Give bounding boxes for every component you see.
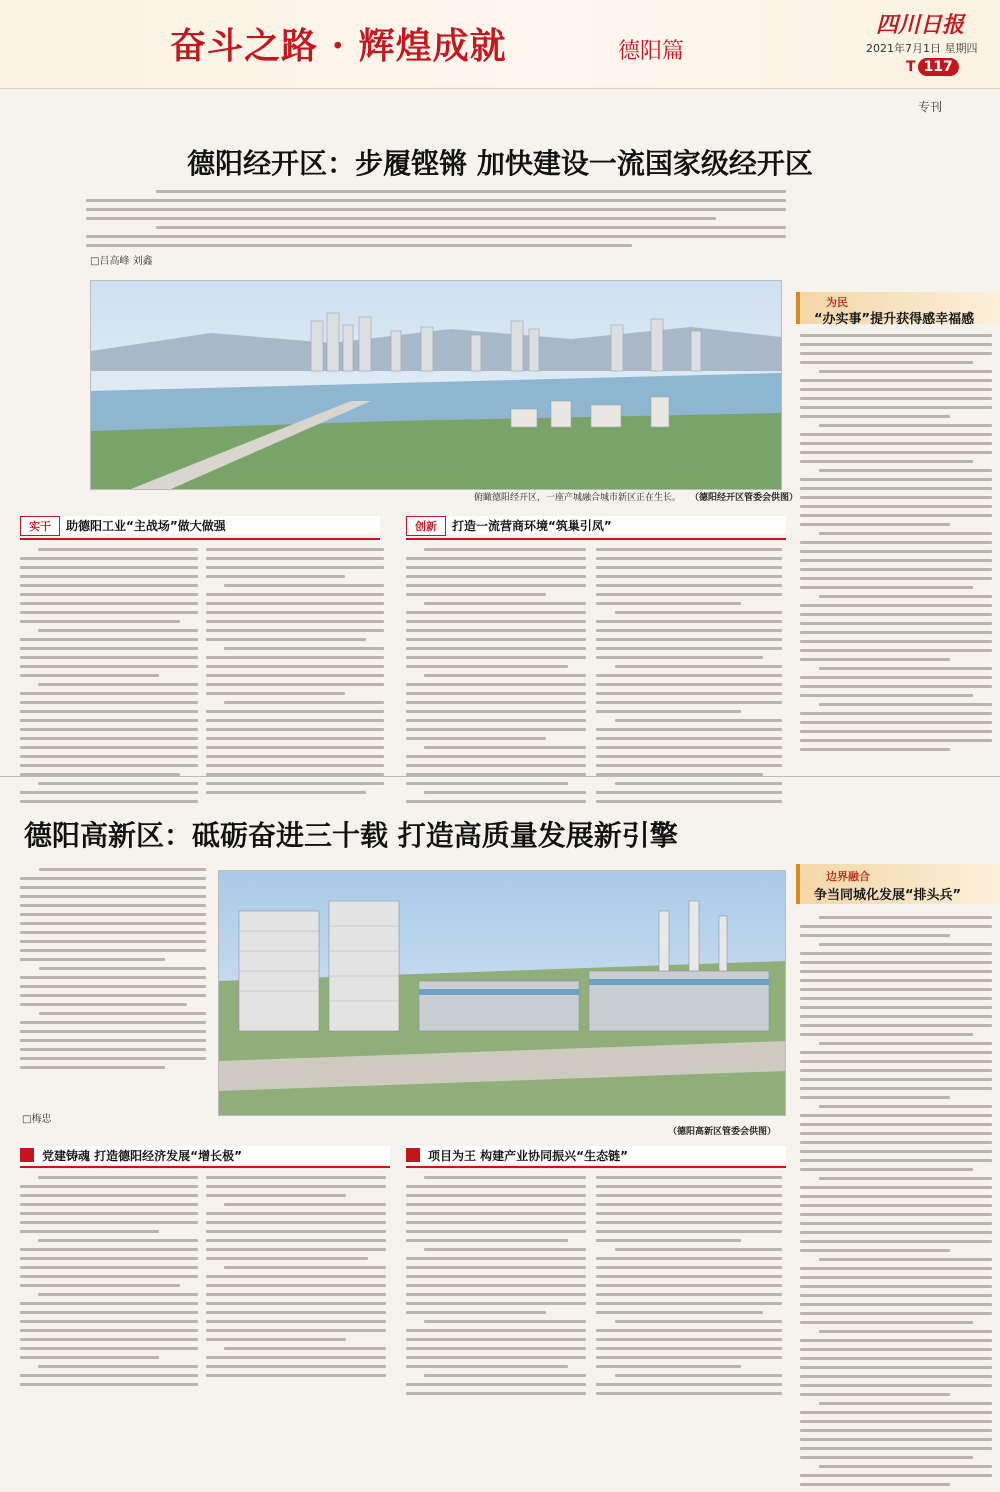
article1-headline: 德阳经开区：步履铿锵 加快建设一流国家级经开区 xyxy=(187,147,813,180)
series-banner: 奋斗之路 · 辉煌成就 xyxy=(170,25,507,67)
article1-photo-credit: （德阳经开区管委会供图） xyxy=(690,493,799,503)
sidebar-cap: 边界融合 xyxy=(826,870,870,883)
article2-body-col-3 xyxy=(406,1176,586,1401)
sidebar-title: “办实事”提升获得感幸福感 xyxy=(814,312,975,327)
section-marker-icon xyxy=(406,1148,420,1162)
article1-photo-caption: 俯瞰德阳经开区，一座产城融合城市新区正在生长。 xyxy=(474,493,682,503)
article2-body-col-4 xyxy=(596,1176,782,1401)
masthead xyxy=(0,0,1000,89)
article1-body-col-4 xyxy=(596,548,782,809)
article1-lede xyxy=(86,190,786,253)
section-rule xyxy=(20,1166,390,1168)
section-badge: 实干 xyxy=(20,516,60,536)
article2-section-2 xyxy=(406,1146,786,1164)
article1-body-col-3 xyxy=(406,548,586,809)
edition-label: 德阳篇 xyxy=(618,39,685,64)
article2-section-1 xyxy=(20,1146,390,1164)
section-title: 打造一流营商环境“筑巢引凤” xyxy=(452,519,612,533)
section-badge: 创新 xyxy=(406,516,446,536)
sidebar-cap: 为民 xyxy=(826,296,848,309)
section-rule xyxy=(20,538,380,540)
article2-body-col-1 xyxy=(20,1176,198,1392)
article2-photo-credit: （德阳高新区管委会供图） xyxy=(668,1127,777,1137)
section-rule xyxy=(406,1166,786,1168)
article-divider xyxy=(0,776,1000,777)
article2-headline: 德阳高新区：砥砺奋进三十载 打造高质量发展新引擎 xyxy=(24,819,678,852)
article1-body-col-1 xyxy=(20,548,198,809)
page-number-badge: 117 xyxy=(918,58,959,76)
section-marker-icon xyxy=(20,1148,34,1162)
article2-body-col-2 xyxy=(206,1176,386,1383)
page-prefix: T xyxy=(906,59,916,75)
article2-sidebar-body xyxy=(800,916,992,1492)
issue-date: 2021年7月1日 星期四 xyxy=(866,42,978,55)
article1-sidebar-body xyxy=(800,334,992,757)
section-title: 助德阳工业“主战场”做大做强 xyxy=(66,519,226,533)
section-label: 专刊 xyxy=(918,100,943,114)
page-number xyxy=(906,58,959,76)
section-title: 党建铸魂 打造德阳经济发展“增长极” xyxy=(42,1149,242,1163)
article2-sidebar-header xyxy=(796,864,1000,904)
article1-body-col-2 xyxy=(206,548,384,800)
article2-byline: □梅忠 xyxy=(22,1114,52,1125)
article2-photo xyxy=(218,870,786,1116)
article1-section-1 xyxy=(20,516,380,534)
article1-photo xyxy=(90,280,782,490)
article1-byline: □吕高峰 刘鑫 xyxy=(90,256,153,267)
sidebar-title: 争当同城化发展“排头兵” xyxy=(814,888,962,903)
newspaper-logo: 四川日报 xyxy=(876,12,965,38)
article1-section-2 xyxy=(406,516,786,534)
article2-lede xyxy=(20,868,206,1075)
section-title: 项目为王 构建产业协同振兴“生态链” xyxy=(428,1149,628,1163)
article1-sidebar-header xyxy=(796,292,1000,327)
section-rule xyxy=(406,538,786,540)
